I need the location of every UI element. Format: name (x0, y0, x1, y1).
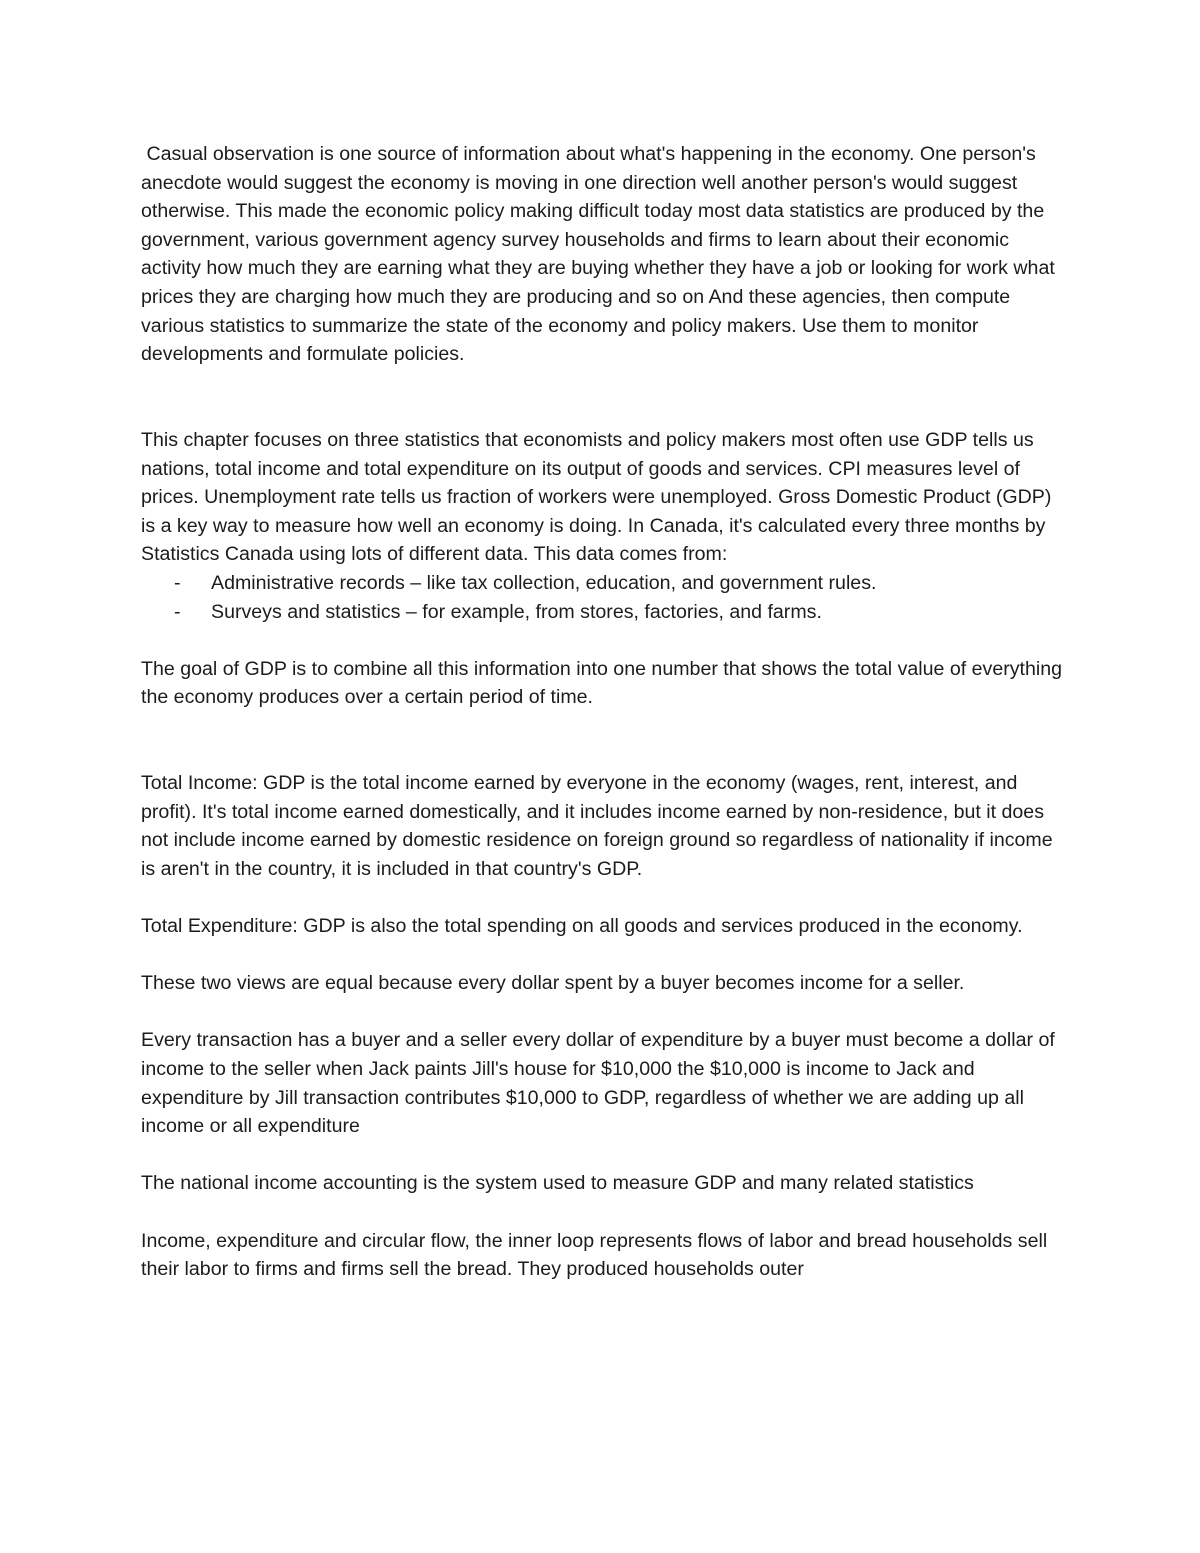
paragraph-circular-flow: Income, expenditure and circular flow, the inner loop represents flows of labor and bread households sell their labor to firms and firms sell the bread. They produced households outer (141, 1229, 1053, 1281)
list-item (141, 598, 1066, 627)
paragraph-every-transaction: Every transaction has a buyer and a seller every dollar of expenditure by a buyer must become a dollar of income to the seller when Jack paints Jill's house for $10,000 the $10,000 is income to Jack and expenditure by Jill transaction contributes $10,000 to GDP, regardless of whether we are adding up all income or all expenditure (141, 1029, 1061, 1138)
paragraph-spacer (141, 712, 1066, 769)
paragraph-goal-of-gdp: The goal of GDP is to combine all this information into one number that shows the total value of everything the economy produces over a certain period of time. (141, 657, 1068, 709)
paragraph-spacer (141, 1141, 1066, 1170)
list-item (141, 569, 1066, 598)
bullet-dash: - (174, 571, 181, 594)
paragraph-spacer (141, 883, 1066, 912)
paragraph-national-income-accounting: The national income accounting is the system used to measure GDP and many related statistics (141, 1172, 974, 1195)
paragraph-spacer (141, 626, 1066, 655)
document-body (141, 140, 1066, 1284)
paragraph-casual-observation: Casual observation is one source of information about what's happening in the economy. One person's anecdote would suggest the economy is moving in one direction well another person's would suggest otherwise. This made the economic policy making difficult today most data statistics are produced by the government, various government agency survey households and firms to learn about their economic activity how much they are earning what they are buying whether they have a job or looking for work what prices they are charging how much they are producing and so on And these agencies, then compute various statistics to summarize the state of the economy and policy makers. Use them to monitor developments and formulate policies. (141, 143, 1061, 366)
bullet-dash: - (174, 600, 181, 623)
list-item-text: Surveys and statistics – for example, from stores, factories, and farms. (211, 600, 822, 623)
paragraph-spacer (141, 1198, 1066, 1227)
paragraph-spacer (141, 941, 1066, 970)
paragraph-total-income: Total Income: GDP is the total income earned by everyone in the economy (wages, rent, interest, and profit). It's total income earned domestically, and it includes income earned by non-residence, but it does not include income earned by domestic residence on foreign ground so regardless of nationality if income is aren't in the country, it is included in that country's GDP. (141, 772, 1059, 880)
data-sources-list (141, 569, 1066, 626)
paragraph-spacer (141, 369, 1066, 426)
list-item-text: Administrative records – like tax collection, education, and government rules. (211, 571, 877, 594)
paragraph-three-statistics: This chapter focuses on three statistics that economists and policy makers most often use GDP tells us nations, total income and total expenditure on its output of goods and services. CPI measures level of prices. Unemployment rate tells us fraction of workers were unemployed. Gross Domestic Product (GDP) is a key way to measure how well an economy is doing. In Canada, it's calculated every three months by Statistics Canada using lots of different data. This data comes from: (141, 428, 1057, 566)
paragraph-spacer (141, 998, 1066, 1027)
paragraph-two-views-equal: These two views are equal because every dollar spent by a buyer becomes income for a seller. (141, 972, 965, 995)
paragraph-total-expenditure: Total Expenditure: GDP is also the total spending on all goods and services produced in the economy. (141, 915, 1023, 938)
